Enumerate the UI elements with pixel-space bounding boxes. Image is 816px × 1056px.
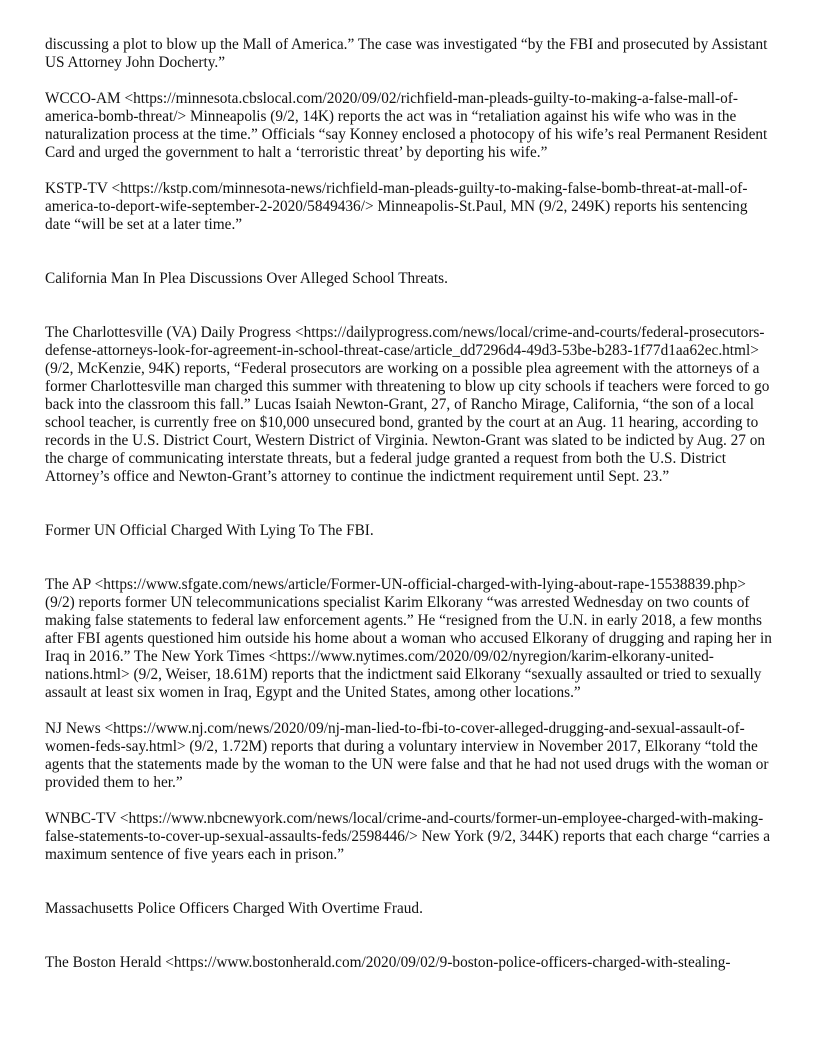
document-page	[45, 36, 775, 972]
section-heading-former-un-official: Former UN Official Charged With Lying To The FBI.	[45, 522, 374, 539]
paragraph-mall-of-america-case: discussing a plot to blow up the Mall of America.” The case was investigated “by the FBI and prosecuted by Assistant US Attorney John Docherty.”	[45, 36, 768, 71]
section-heading-massachusetts-police: Massachusetts Police Officers Charged With Overtime Fraud.	[45, 900, 423, 917]
paragraph-wnbc-tv: WNBC-TV <https://www.nbcnewyork.com/news/local/crime-and-courts/former-un-employee-charged-with-making-false-statements-to-cover-up-sexual-assaults-feds/2598446/> New York (9/2, 344K) reports that each charge “carries a maximum sentence of five years each in prison.”	[45, 810, 771, 863]
paragraph-charlottesville-daily-progress: The Charlottesville (VA) Daily Progress <https://dailyprogress.com/news/local/crime-and-courts/federal-prosecutors-defense-attorneys-look-for-agreement-in-school-threat-case/article_dd7296d4-49d3-53be-b283-1f77d1aa62ec.html> (9/2, McKenzie, 94K) reports, “Federal prosecutors are working on a possible plea agreement with the attorneys of a former Charlottesville man charged this summer with threatening to blow up city schools if teachers were forced to go back into the classroom this fall.” Lucas Isaiah Newton-Grant, 27, of Rancho Mirage, California, “the son of a local school teacher, is currently free on $10,000 unsecured bond, granted by the court at an Aug. 11 hearing, according to records in the U.S. District Court, Western District of Virginia. Newton-Grant was slated to be indicted by Aug. 27 on the charge of communicating interstate threats, but a federal judge granted a request from both the U.S. District Attorney’s office and Newton-Grant’s attorney to continue the indictment requirement until Sept. 23.”	[45, 324, 770, 485]
section-heading-california-man: California Man In Plea Discussions Over Alleged School Threats.	[45, 270, 448, 287]
paragraph-kstp-tv: KSTP-TV <https://kstp.com/minnesota-news/richfield-man-pleads-guilty-to-making-false-bomb-threat-at-mall-of-america-to-deport-wife-september-2-2020/5849436/> Minneapolis-St.Paul, MN (9/2, 249K) reports his sentencing date “will be set at a later time.”	[45, 180, 748, 233]
paragraph-the-ap: The AP <https://www.sfgate.com/news/article/Former-UN-official-charged-with-lying-about-rape-15538839.php> (9/2) reports former UN telecommunications specialist Karim Elkorany “was arrested Wednesday on two counts of making false statements to federal law enforcement agents.” He “resigned from the U.N. in early 2018, a few months after FBI agents questioned him outside his home about a woman who accused Elkorany of drugging and raping her in Iraq in 2016.” The New York Times <https://www.nytimes.com/2020/09/02/nyregion/karim-elkorany-united-nations.html> (9/2, Weiser, 18.61M) reports that the indictment said Elkorany “sexually assaulted or tried to sexually assault at least six women in Iraq, Egypt and the United States, among other locations.”	[45, 576, 772, 701]
paragraph-boston-herald: The Boston Herald <https://www.bostonherald.com/2020/09/02/9-boston-police-officers-charged-with-stealing-	[45, 954, 731, 971]
paragraph-wcco-am: WCCO-AM <https://minnesota.cbslocal.com/2020/09/02/richfield-man-pleads-guilty-to-making-a-false-mall-of-america-bomb-threat/> Minneapolis (9/2, 14K) reports the act was in “retaliation against his wife who was in the naturalization process at the time.” Officials “say Konney enclosed a photocopy of his wife’s real Permanent Resident Card and urged the government to halt a ‘terroristic threat’ by deporting his wife.”	[45, 90, 768, 161]
paragraph-nj-news: NJ News <https://www.nj.com/news/2020/09/nj-man-lied-to-fbi-to-cover-alleged-drugging-and-sexual-assault-of-women-feds-say.html> (9/2, 1.72M) reports that during a voluntary interview in November 2017, Elkorany “told the agents that the statements made by the woman to the UN were false and that he had not used drugs with the woman or provided them to her.”	[45, 720, 769, 791]
